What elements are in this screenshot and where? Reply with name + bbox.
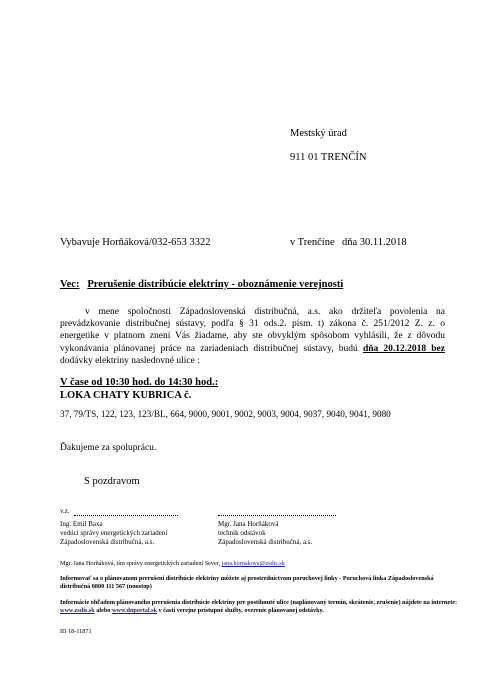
signature-right-title: technik odstávok: [218, 528, 266, 537]
body-paragraph: [60, 306, 445, 367]
paragraph-end: dodávky elektriny nasledovné ulice :: [60, 355, 200, 366]
handled-by: Vybavuje Horňáková/032-653 3322: [60, 237, 211, 248]
signature-left-name: Ing. Emil Baxa: [60, 520, 103, 528]
house-numbers: 37, 79/TS, 122, 123, 123/BL, 664, 9000, 9001, 9002, 9003, 9004, 9037, 9040, 9041, 9080: [60, 409, 391, 419]
greeting: S pozdravom: [84, 476, 140, 487]
document-id: ID 18-11871: [60, 628, 92, 635]
subject-label: Vec:: [60, 279, 80, 290]
thanks: Ďakujeme za spoluprácu.: [60, 443, 157, 453]
subject: [60, 279, 343, 290]
signature-right: [218, 520, 312, 546]
footer-info-web-end: v časti verejne prístupné služby, overenie plánovanej odstávky.: [158, 607, 324, 615]
footer-contact-email[interactable]: jana.hornakova@zsdis.sk: [221, 560, 285, 567]
footer-contact: [60, 560, 285, 567]
footer-info-web: [60, 599, 460, 615]
recipient-line-1: Mestský úrad: [290, 128, 347, 139]
footer-info-hotline: Informovať sa o plánovanom prerušení distribúcie elektriny môžete aj prostredníctvom poruchovej linky - Poruchová linka Západoslovenská distribučná 0800 111 567 (nonstop): [60, 575, 434, 591]
signature-right-name: Mgr. Jana Horňáková: [218, 520, 279, 528]
paragraph-bold-date: dňa 20.12.2018 bez: [362, 343, 445, 354]
footer-link-dnportal[interactable]: www.dnportal.sk: [111, 607, 157, 615]
subject-text: Prerušenie distribúcie elektriny - oboznámenie verejnosti: [87, 279, 344, 290]
footer-contact-text: Mgr. Jana Horňáková, tím správy energetických zariadení Sever,: [60, 560, 221, 567]
signature-left: [60, 520, 167, 546]
signature-left-title: vedúci správy energetických zariadení: [60, 528, 168, 537]
signature-left-prefix: v.z.: [60, 507, 70, 515]
footer-link-zsdis[interactable]: www.zsdis.sk: [60, 607, 95, 615]
time-line: V čase od 10:30 hod. do 14:30 hod.:: [60, 377, 219, 388]
footer-info-web-mid: alebo: [96, 607, 111, 615]
signature-left-company: Západoslovenská distribučná, a.s.: [60, 537, 155, 546]
location: LOKA CHATY KUBRICA č.: [60, 390, 192, 401]
signature-right-company: Západoslovenská distribučná, a.s.: [218, 537, 313, 546]
signature-line-left: [74, 514, 178, 516]
signature-line-right: [218, 514, 336, 516]
footer-info-web-start: Informácie ohľadom plánovaného prerušenia distribúcie elektriny pre postihnuté ulice (naplánovaný termín, skrátenie, zrušenie) nájdete na internete:: [60, 599, 458, 606]
letter-date: dňa 30.11.2018: [342, 237, 407, 248]
place: v Trenčíne: [290, 237, 335, 248]
paragraph-start: v mene spoločnosti Západoslovenská distribučná, a.s. ako držiteľa povolenia na prevádzkovanie distribučnej sústavy, podľa § 31 ods.2. písm. t) zákona č. 251/2012 Z. z. o energetike v platnom znení Vás žiadame, aby ste obvyklým spôsobom vyhlásili, že z dôvodu vykonávania plánovanej práce na zariadeniach distribučnej sústavy, budú: [60, 307, 445, 354]
recipient-line-2: 911 01 TRENČÍN: [290, 152, 367, 163]
